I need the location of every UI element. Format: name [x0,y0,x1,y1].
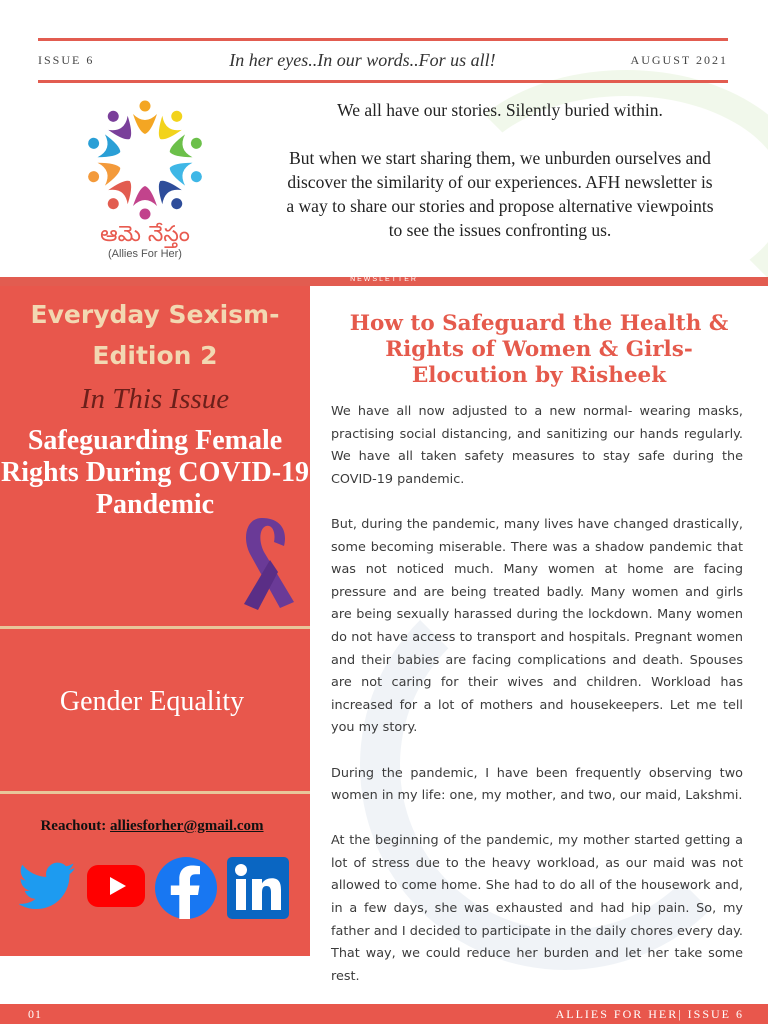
article-paragraph: But, during the pandemic, many lives have changed drastically, some becoming miserable. There was a shadow pandemic that was not noticed much. Many women at home are facing pressure and are being treated badly. Many women and girls are being sexually harassed during the lockdown. Many women do not have access to transport and hospitals. Pregnant women and their babies are facing complications and death. Spouses are not caring for their wives and children. Workload has increased for a lot of mothers and housekeepers. Let me tell you my story. [331,516,743,736]
sidebar-divider [0,626,310,629]
logo-figure [100,105,139,146]
intro-line-2: But when we start sharing them, we unburden ourselves and discover the similarity of our experiences. AFH newsletter is a way to share our stories and propose alternative viewpoints to see the issues confronting us. [286,148,714,240]
article-body [331,401,743,1011]
issue-number: ISSUE 6 [38,52,95,67]
facebook-icon[interactable] [154,856,218,920]
page-number: 01 [28,1007,42,1021]
feature-title: Safeguarding Female Rights During COVID-19 Pandemic [0,425,310,520]
logo-telugu-text: ఆమె నేస్తం [100,222,190,247]
twitter-icon[interactable] [18,856,78,916]
logo-figure [100,174,139,215]
in-this-issue-heading: In This Issue [80,383,230,415]
article-paragraph: At the beginning of the pandemic, my mother started getting a lot of stress due to the heavy workload, as our maid was not allowed to come home. She had to do all of the housework and, in a few days, she was exhausted and had hip pain. So, my father and I decided to participate in the daily chores every day. That way, we could reduce her burden and let her take some rest. [331,833,743,984]
header-bottom-rule [38,80,728,83]
section-gender-equality: Gender Equality [59,686,245,717]
logo-figure [133,101,157,135]
article-paragraph: During the pandemic, I have been frequently observing two women in my life: one, my mother, and two, our maid, Lakshmi. [331,765,743,804]
awareness-ribbon-icon [232,512,304,612]
footer-bar [0,1004,768,1024]
logo-figure [151,105,190,146]
series-title: Everyday Sexism- Edition 2 [30,300,280,370]
reachout-line [0,818,304,835]
newsletter-band [0,277,768,286]
newsletter-label: NEWSLETTER [350,276,418,283]
intro-line-1: We all have our stories. Silently buried within. [337,100,663,120]
logo-figure [151,174,190,215]
linkedin-icon[interactable] [226,856,290,920]
contact-email-link[interactable]: alliesforher@gmail.com [110,818,264,834]
logo-subtitle: (Allies For Her) [108,248,182,260]
header-top-rule [38,38,728,41]
youtube-icon[interactable] [86,856,146,916]
logo-figure [133,186,157,220]
article-title: How to Safeguard the Health & Rights of Women & Girls- Elocution by Risheek [349,311,729,388]
sidebar-divider [0,791,310,794]
issue-date: AUGUST 2021 [630,52,728,67]
intro-text [282,98,718,266]
footer-text: ALLIES FOR HER| ISSUE 6 [555,1007,744,1021]
article-paragraph: We have all now adjusted to a new normal- wearing masks, practising social distancing, and sanitizing our hands regularly. We have all taken safety measures to stay safe during the COVID-19 pandemic. [331,404,743,487]
logo-figures-icon [70,90,220,230]
allies-for-her-logo [70,90,220,270]
header-bar [38,48,728,72]
reachout-label: Reachout: [40,818,107,834]
tagline: In her eyes..In our words..For us all! [229,49,496,70]
